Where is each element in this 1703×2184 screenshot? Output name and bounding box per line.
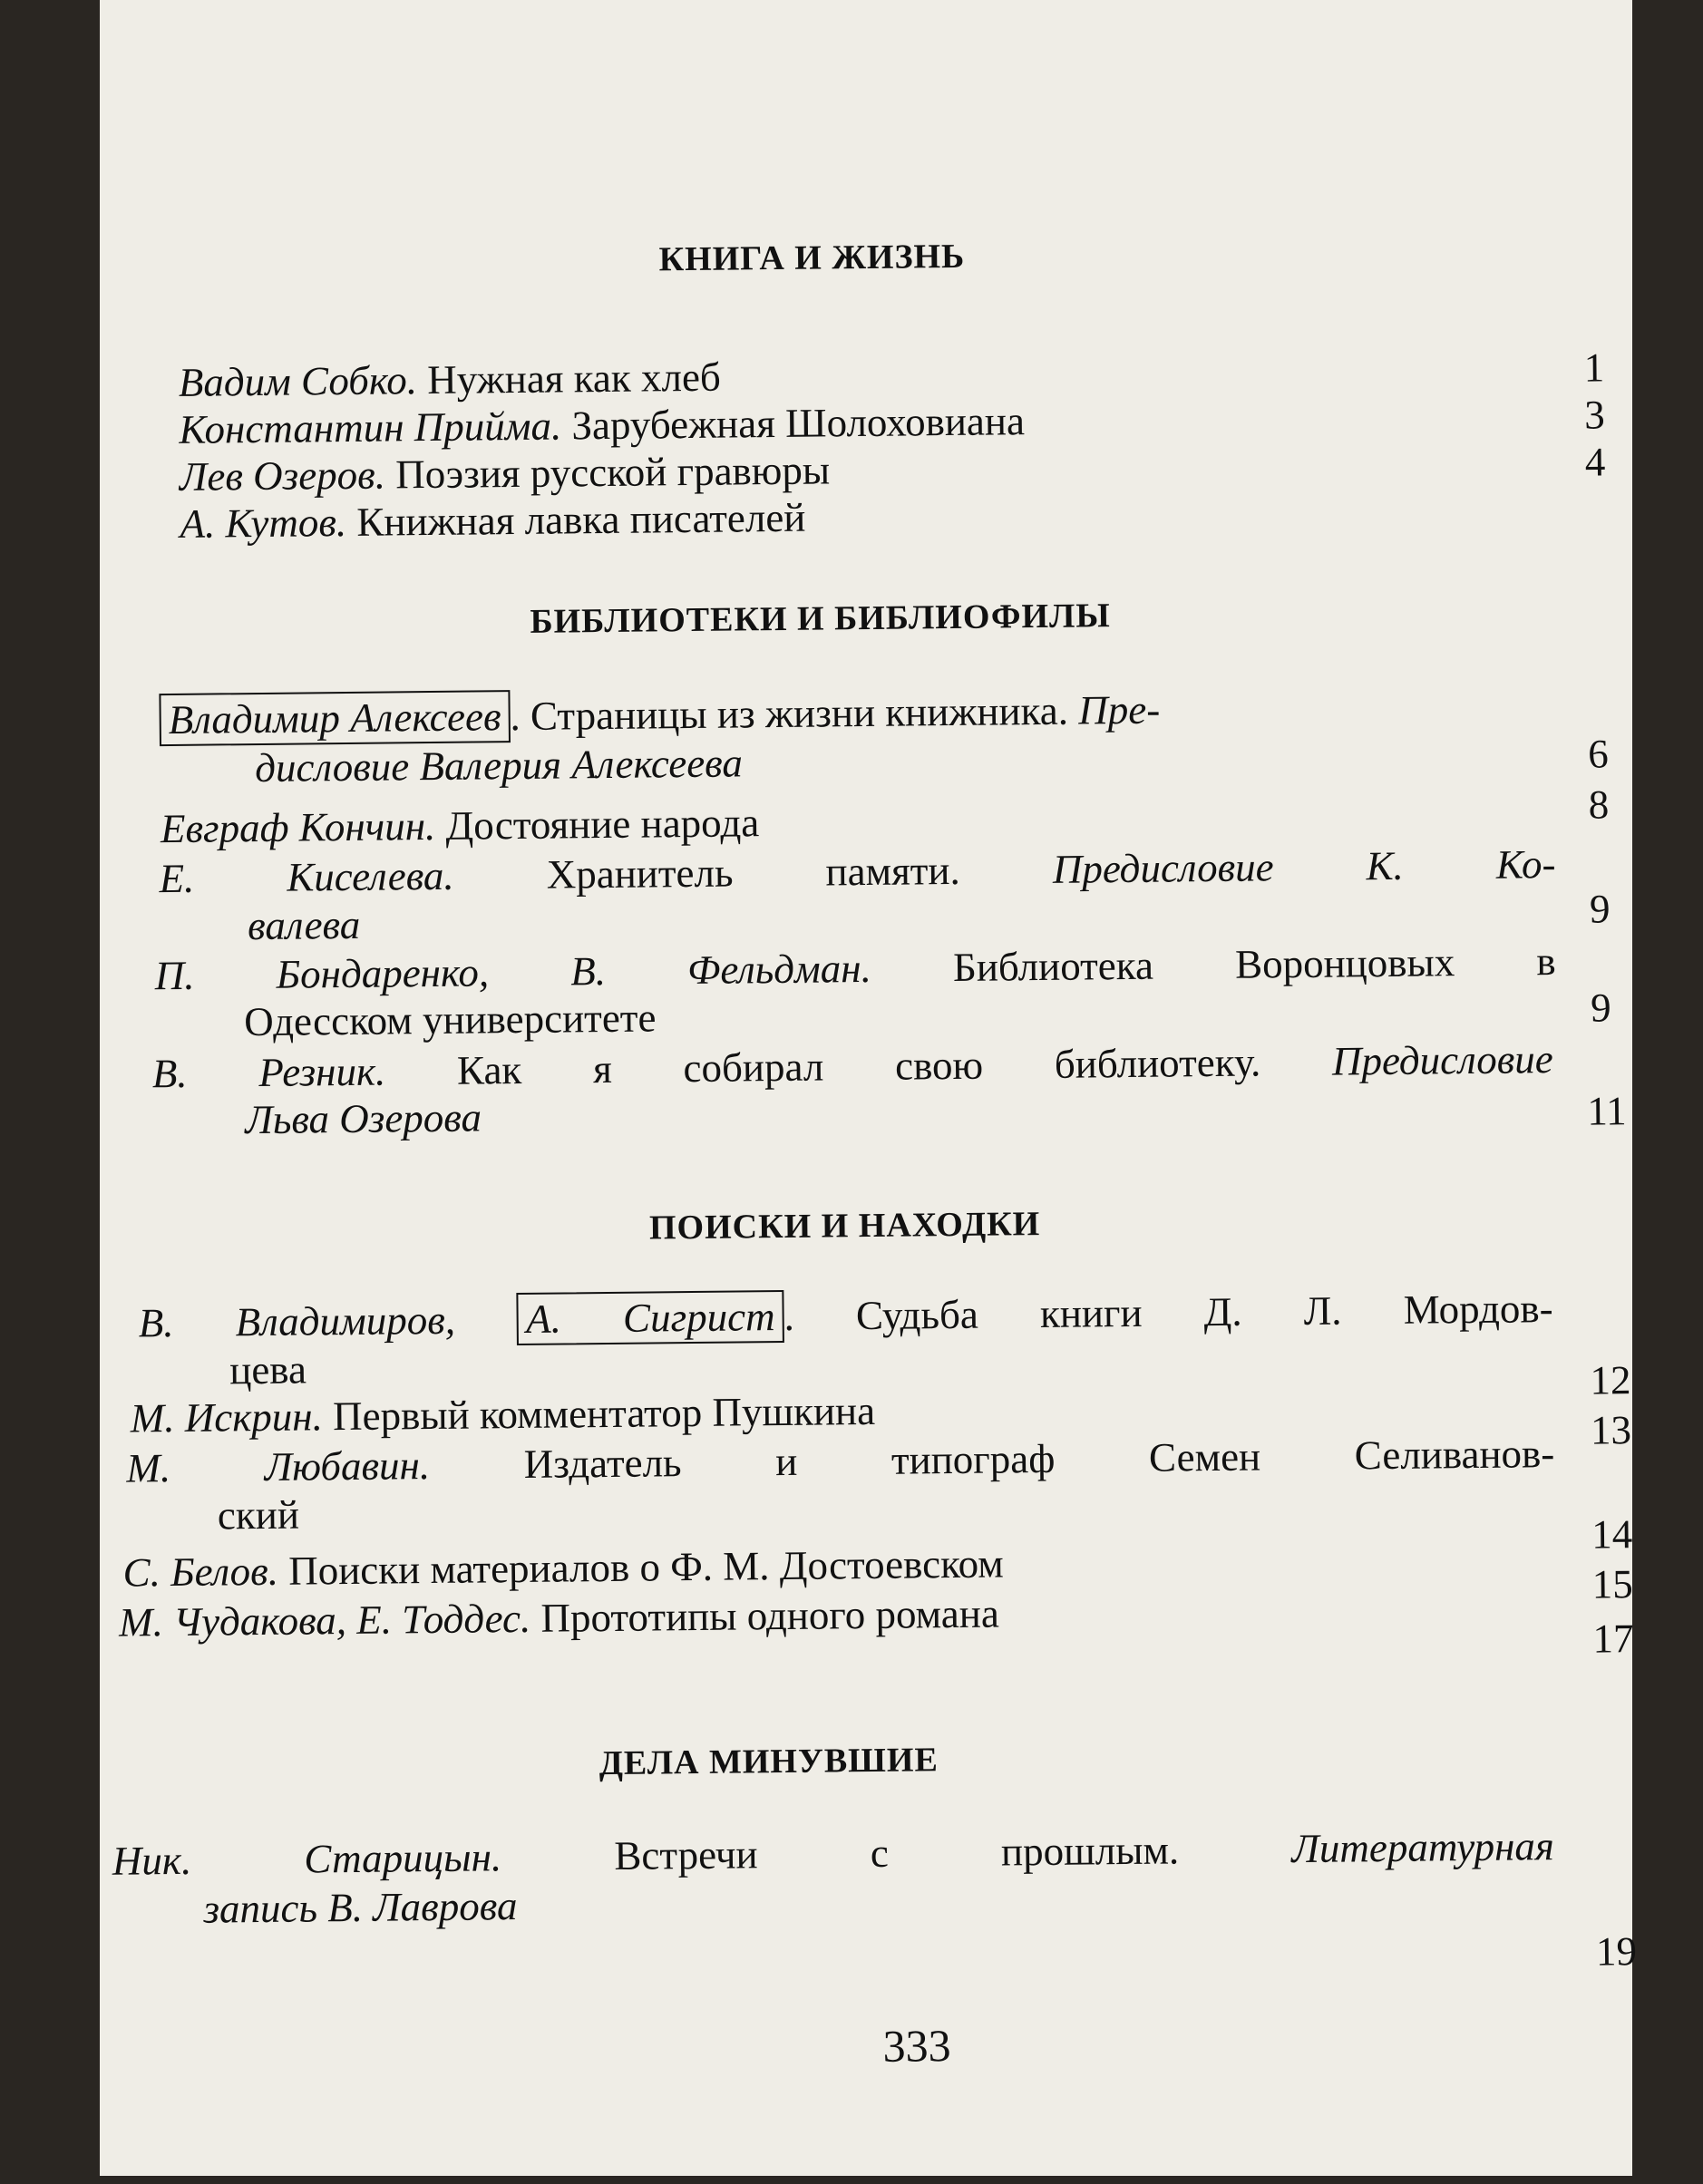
entry-page: 9 (1590, 985, 1611, 1031)
page-number: 333 (882, 2020, 951, 2072)
entry-continuation: валева (247, 901, 361, 949)
entry-author: В. Владимиров, (138, 1296, 518, 1346)
entry-preface: Предисловие К. Ко- (1052, 841, 1556, 892)
entry-title: Библиотека Воронцовых в (871, 938, 1556, 991)
entry-title: Достояние народа (434, 800, 760, 849)
entry-page: 1 (1583, 345, 1605, 391)
entry-title: Прототипы одного романа (530, 1590, 1000, 1641)
entry-author: А. Кутов. (180, 499, 347, 547)
entry-page: 6 (1587, 731, 1609, 777)
entry-author: Лев Озеров. (179, 451, 386, 500)
entry-title: Как я собирал свою библиотеку. (384, 1038, 1333, 1094)
entry-author: М. Чудакова, Е. Тоддес. (118, 1595, 531, 1645)
section-heading: КНИГА И ЖИЗНЬ (658, 237, 966, 279)
entry-title: Нужная как хлеб (416, 354, 722, 403)
entry-title: Поэзия русской гравюры (384, 447, 831, 498)
entry-title: . Судьба книги Д. Л. Мордов- (783, 1286, 1553, 1339)
entry-title: Поиски материалов о Ф. М. Достоевском (277, 1540, 1005, 1594)
entry-author: В. Резник. (151, 1048, 386, 1097)
entry-author: М. Искрин. (130, 1393, 324, 1441)
entry-page: 3 (1584, 392, 1606, 438)
entry-page: 9 (1589, 886, 1611, 932)
entry-author: М. Любавин. (126, 1442, 431, 1491)
entry-preface: Литературная (1291, 1823, 1555, 1872)
entry-continuation: Одесском университете (243, 995, 657, 1045)
entry-author: Е. Киселева. (159, 852, 454, 902)
entry-title: Первый комментатор Пушкина (322, 1387, 876, 1440)
entry-author: Евграф Кончин. (160, 802, 436, 852)
entry-author: П. Бондаренко, В. Фельдман. (154, 945, 872, 999)
entry-author: Константин Прийма. (179, 403, 562, 452)
entry-page: 12 (1590, 1357, 1631, 1403)
entry-page: 19 (1595, 1928, 1638, 1975)
entry-page: 17 (1592, 1616, 1634, 1662)
entry-title: Издатель и типограф Семен Селиванов- (429, 1431, 1555, 1489)
section-heading: ДЕЛА МИНУВШИЕ (598, 1741, 939, 1783)
entry-title: Встречи с прошлым. (501, 1826, 1292, 1880)
entry-continuation: цева (229, 1346, 307, 1393)
section-heading: БИБЛИОТЕКИ И БИБЛИОФИЛЫ (530, 597, 1111, 641)
entry-title: Хранитель памяти. (453, 846, 1054, 898)
section-heading: ПОИСКИ И НАХОДКИ (648, 1204, 1041, 1247)
entry-continuation: дисловие Валерия Алексеева (255, 740, 744, 791)
entry-page: 13 (1590, 1407, 1632, 1453)
entry-page: 14 (1591, 1511, 1633, 1558)
entry-page: 15 (1591, 1561, 1634, 1607)
entry-title: Книжная лавка писателей (345, 494, 806, 545)
entry-title: Зарубежная Шолоховиана (560, 398, 1026, 449)
entry-title: . Страницы из жизни книжника. (510, 687, 1079, 740)
entry-page: 11 (1587, 1088, 1627, 1134)
entry-preface: Пре- (1077, 686, 1161, 733)
entry-continuation: ский (217, 1491, 300, 1539)
entry-continuation: Льва Озерова (245, 1094, 482, 1143)
entry-continuation: запись В. Лаврова (203, 1883, 518, 1932)
entry-author-boxed: А. Сигрист (517, 1290, 784, 1345)
entry-page: 8 (1588, 781, 1610, 828)
entry-author: Вадим Собко. (178, 357, 418, 405)
table-of-contents (88, 0, 1643, 2184)
entry-author: Ник. Старицын. (112, 1834, 502, 1884)
entry-preface: Предисловие (1331, 1036, 1553, 1084)
entry-author: С. Белов. (122, 1548, 279, 1596)
entry-page: 4 (1584, 439, 1606, 485)
book-page (100, 0, 1638, 2176)
entry-author: Владимир Алексеев (159, 690, 510, 746)
